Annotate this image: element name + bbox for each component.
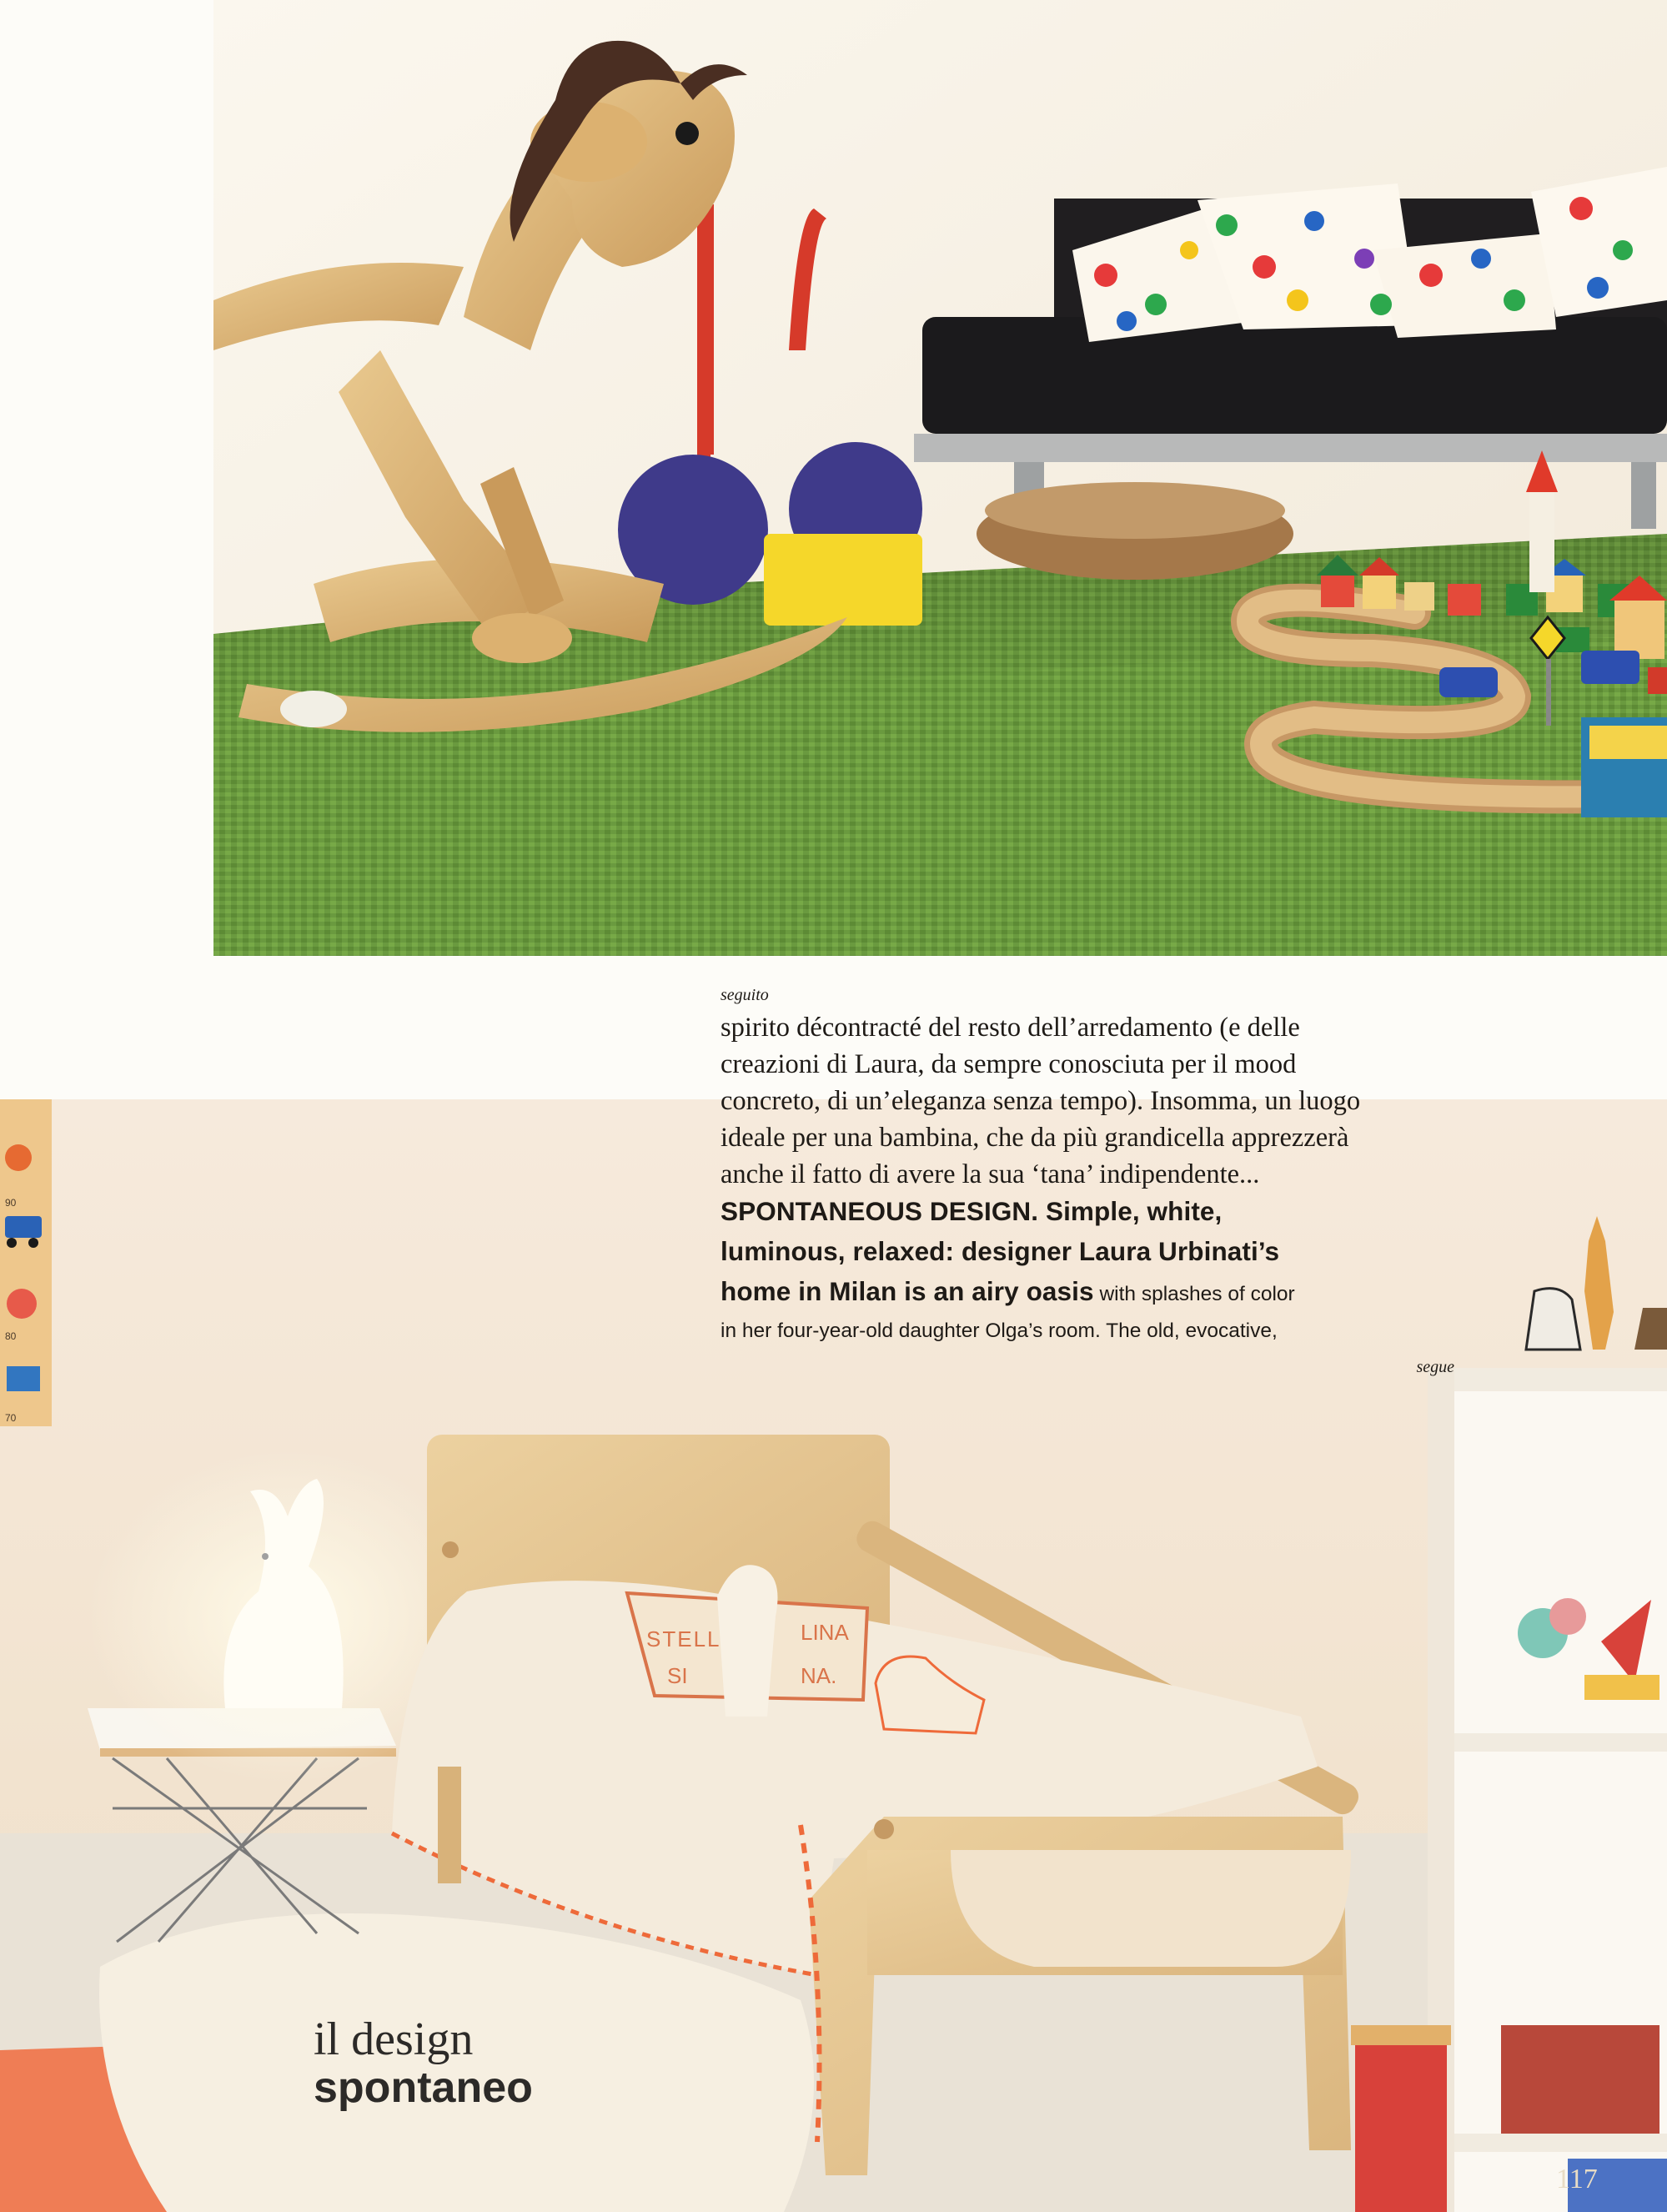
section-title-line2: spontaneo bbox=[314, 2064, 533, 2112]
red-stool bbox=[1355, 2034, 1447, 2212]
section-title-line1: il design bbox=[314, 2013, 474, 2065]
italian-line: concreto, di un’eleganza senza tempo). Insomma, un luogo bbox=[721, 1086, 1361, 1116]
growth-mark-80: 80 bbox=[5, 1330, 17, 1342]
english-lead-line: luminous, relaxed: designer Laura Urbinati’s bbox=[721, 1236, 1280, 1266]
english-lead-line: home in Milan is an airy oasis bbox=[721, 1276, 1094, 1306]
italian-line: anche il fatto di avere la sua ‘tana’ indipendente... bbox=[721, 1159, 1260, 1189]
english-body-text: in her four-year-old daughter Olga’s room. The old, evocative, bbox=[721, 1320, 1278, 1342]
italian-line: spirito décontracté del resto dell’arredamento (e delle bbox=[721, 1013, 1300, 1043]
section-title bbox=[314, 2015, 533, 2112]
pillow-word-4: NA. bbox=[801, 1663, 837, 1688]
pillow-word-1: STELL bbox=[646, 1626, 721, 1651]
article-text bbox=[721, 984, 1454, 1377]
pillow-word-3: SI bbox=[667, 1663, 688, 1688]
playroom-illustration bbox=[213, 0, 1667, 956]
photo-playroom bbox=[213, 0, 1667, 956]
english-body-text: with splashes of color bbox=[1093, 1283, 1295, 1305]
continued-label: segue bbox=[1416, 1358, 1454, 1376]
pillow-word-2: LINA bbox=[801, 1620, 849, 1645]
page-number: 117 bbox=[1556, 2164, 1598, 2194]
growth-chart bbox=[0, 1099, 52, 1426]
growth-mark-70: 70 bbox=[5, 1412, 17, 1424]
italian-line: ideale per una bambina, che da più grandicella apprezzerà bbox=[721, 1123, 1349, 1153]
italian-paragraph bbox=[721, 1009, 1454, 1193]
english-paragraph bbox=[721, 1193, 1454, 1350]
continued-from-label: seguito bbox=[721, 986, 769, 1004]
growth-mark-90: 90 bbox=[5, 1197, 17, 1209]
italian-line: creazioni di Laura, da sempre conosciuta per il mood bbox=[721, 1049, 1297, 1079]
english-lead-line: SPONTANEOUS DESIGN. Simple, white, bbox=[721, 1196, 1223, 1226]
